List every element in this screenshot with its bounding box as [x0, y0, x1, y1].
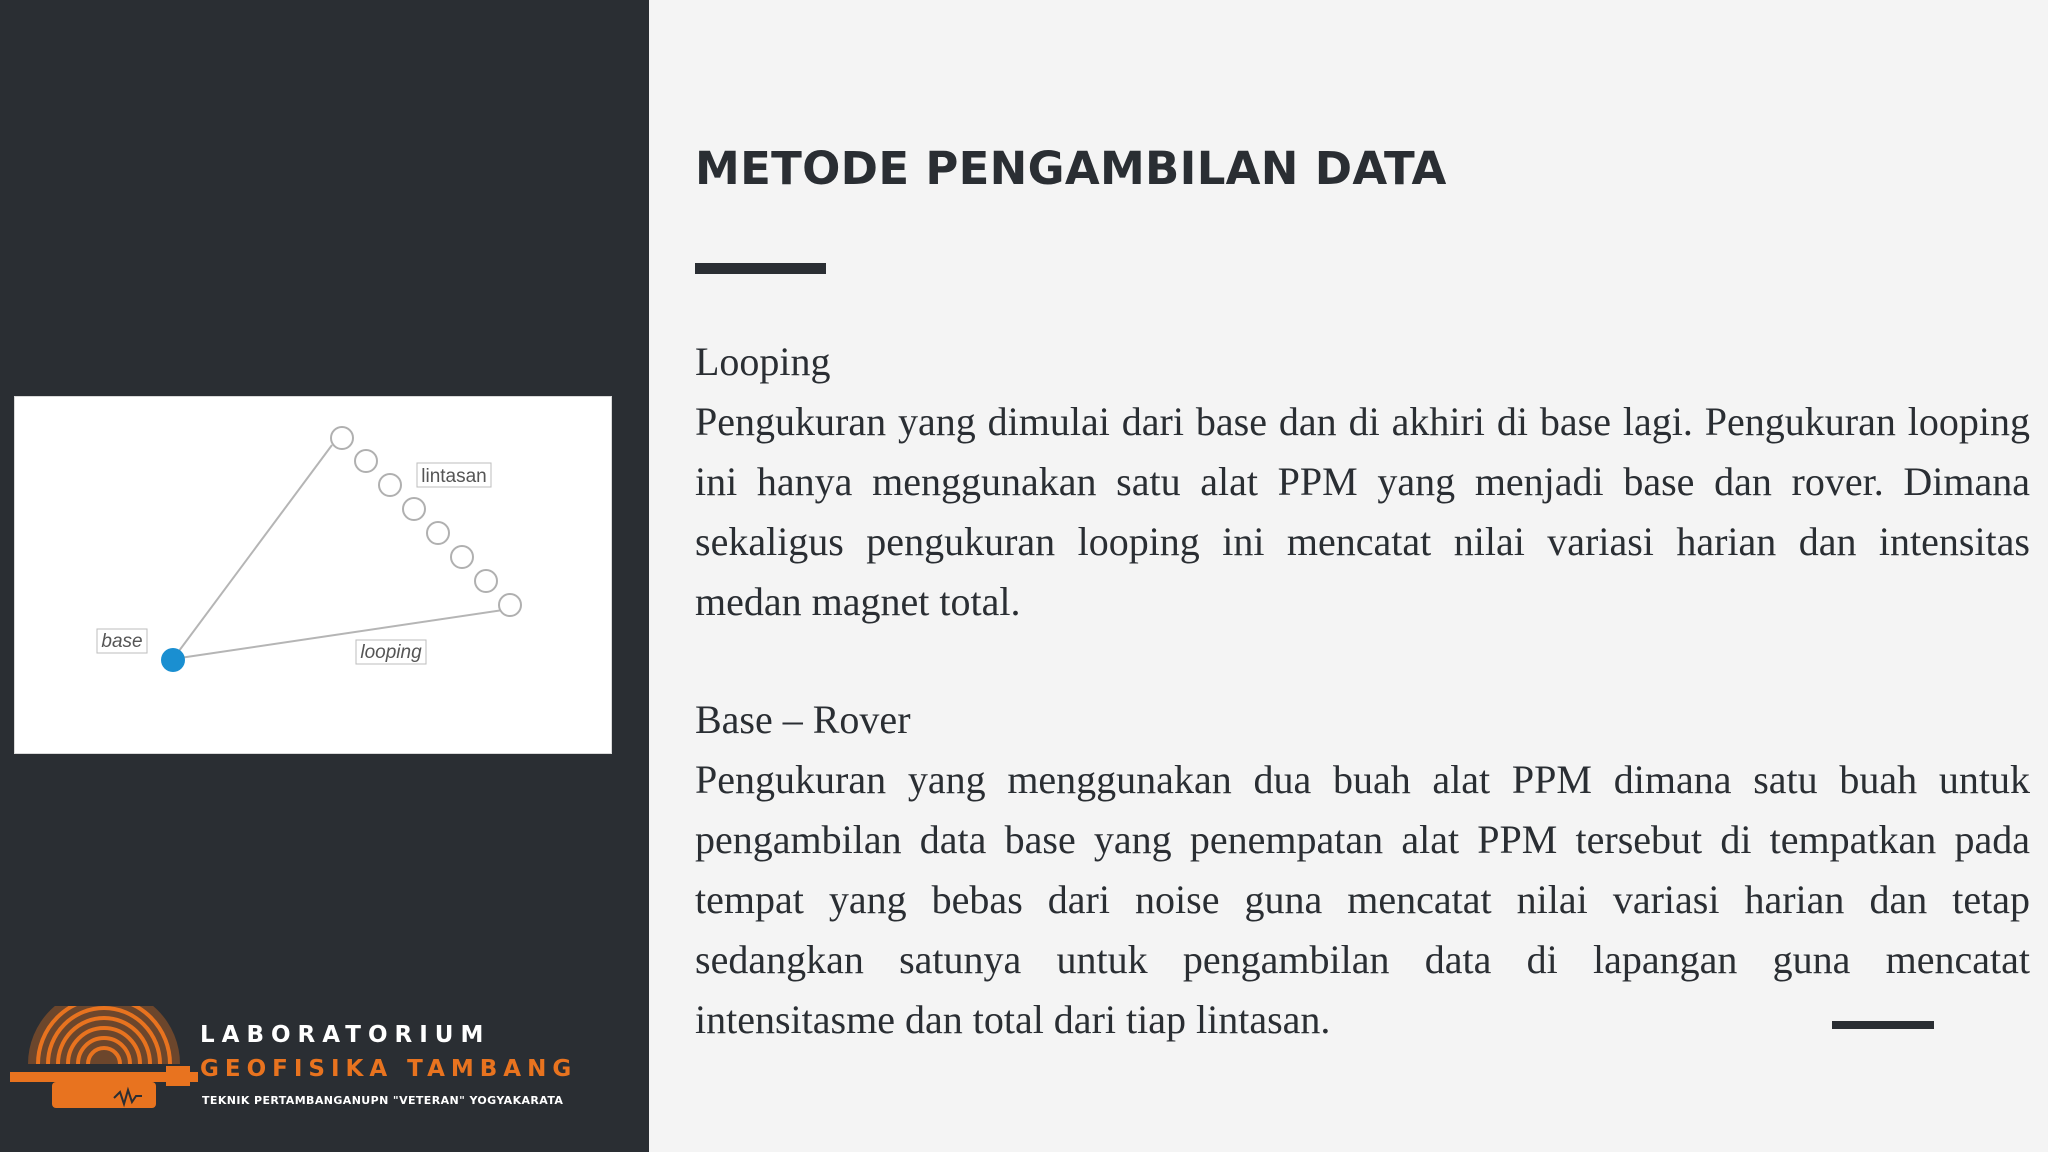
lab-logo: [10, 1006, 630, 1116]
station-point: [403, 498, 425, 520]
title-underline: [695, 263, 826, 274]
station-point: [331, 427, 353, 449]
section-heading: Looping: [695, 339, 831, 384]
station-point: [451, 546, 473, 568]
section-body: Pengukuran yang menggunakan dua buah alat PPM dimana satu buah untuk pengambilan data base yang penempatan alat PPM tersebut di tempatkan pada tempat yang bebas dari noise guna mencatat nilai variasi harian dan tetap sedangkan satunya untuk pengambilan data di lapangan guna mencatat intensitasme dan total dari tiap lintasan.: [695, 757, 2030, 1042]
base-label: base: [101, 631, 143, 652]
left-panel: [0, 0, 649, 1152]
station-point: [355, 450, 377, 472]
station-point: [499, 594, 521, 616]
station-point: [427, 522, 449, 544]
path-line-base-to-start: [173, 445, 332, 659]
looping-label: looping: [360, 642, 422, 663]
looping-diagram-svg: [15, 397, 613, 755]
right-panel: [649, 0, 2048, 1152]
station-point: [475, 570, 497, 592]
section-body: Pengukuran yang dimulai dari base dan di akhiri di base lagi. Pengukuran looping ini hanya menggunakan satu alat PPM yang menjadi base dan rover. Dimana sekaligus pengukuran looping ini mencatat nilai variasi harian dan intensitas medan magnet total.: [695, 399, 2030, 624]
section-looping: [695, 332, 2030, 632]
station-point: [379, 474, 401, 496]
section-base-rover: [695, 690, 2030, 1050]
lab-logo-emblem-icon: [10, 1006, 200, 1116]
section-heading: Base – Rover: [695, 697, 911, 742]
slide-title: METODE PENGAMBILAN DATA: [695, 142, 1447, 195]
path-line-looping-return: [173, 609, 510, 659]
footer-divider: [1832, 1021, 1934, 1029]
base-point: [161, 648, 185, 672]
looping-diagram: [14, 396, 612, 754]
lintasan-label: lintasan: [421, 466, 487, 487]
logo-institution: TEKNIK PERTAMBANGANUPN "VETERAN" YOGYAKARATA: [202, 1094, 564, 1107]
logo-laboratorium: LABORATORIUM: [200, 1022, 491, 1048]
logo-geofisika-tambang: GEOFISIKA TAMBANG: [200, 1056, 578, 1082]
